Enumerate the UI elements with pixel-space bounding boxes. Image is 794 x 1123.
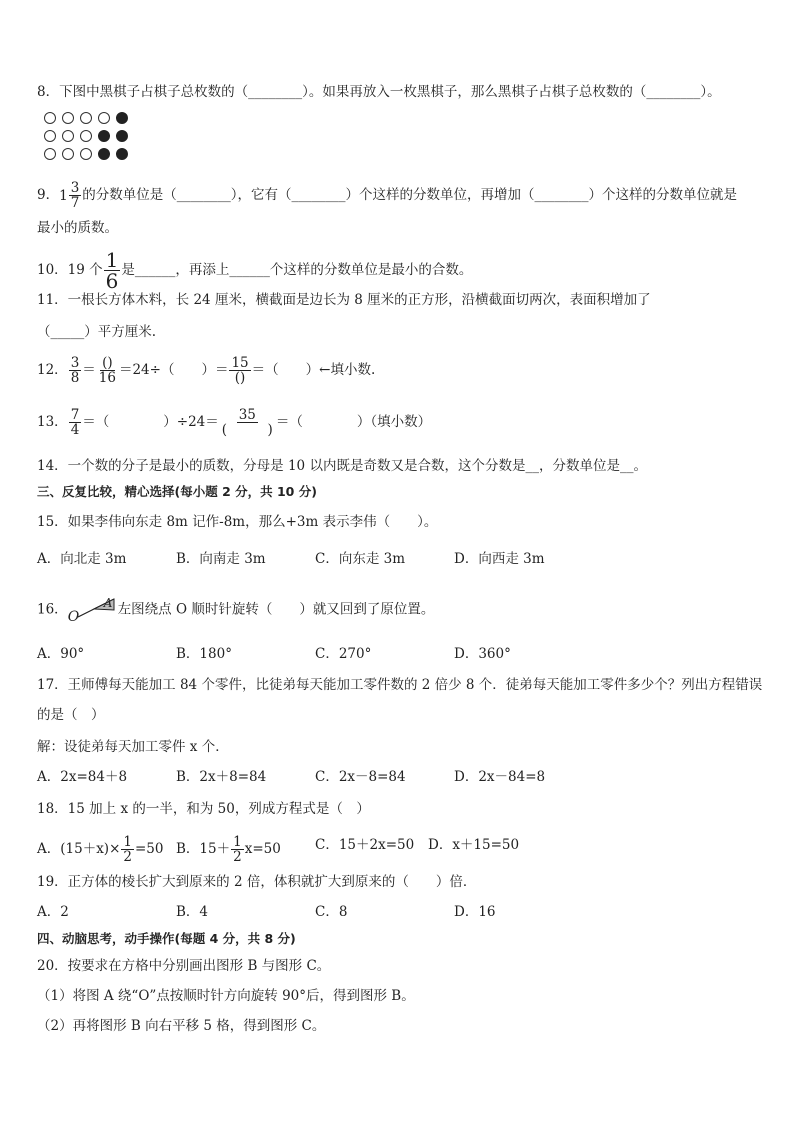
section-4-heading: 四、动脑思考，动手操作(每题 4 分，共 8 分) <box>37 931 296 946</box>
q9-number: 9． <box>37 187 60 203</box>
q19-option-a[interactable]: A．2 <box>37 904 69 920</box>
white-chess-piece <box>80 130 92 142</box>
q9-whole: 1 <box>59 187 68 204</box>
q18-option-a[interactable] <box>37 835 163 864</box>
half-fraction-b <box>231 835 244 864</box>
white-chess-piece <box>98 112 110 124</box>
q18-option-d[interactable]: D．x＋15=50 <box>428 837 520 853</box>
q19-option-b[interactable]: B．4 <box>176 904 209 920</box>
q12-number: 12． <box>37 362 68 378</box>
q9-line1 <box>37 181 737 210</box>
q12-tail: ＝（ ）←填小数. <box>251 362 376 378</box>
rotation-figure <box>68 597 118 623</box>
black-chess-piece <box>116 148 128 160</box>
q17-line1: 17．王师傅每天能加工 84 个零件，比徒弟每天能加工零件数的 2 倍少 8 个．徒弟每天能加工零件多少个？列出方程错误 <box>37 677 763 693</box>
white-chess-piece <box>62 112 74 124</box>
q10-rest: 是______，再添上______个这样的分数单位是最小的合数。 <box>121 262 473 278</box>
white-chess-piece <box>44 130 56 142</box>
q16-number: 16． <box>37 601 68 618</box>
q10-fraction <box>104 250 121 291</box>
white-chess-piece <box>62 130 74 142</box>
q13-frac2-num: 35 <box>238 407 256 423</box>
q12-frac3 <box>229 356 250 385</box>
white-chess-piece <box>44 148 56 160</box>
q17-option-a[interactable]: A．2x=84＋8 <box>37 769 128 785</box>
q12-frac2-den: 16 <box>98 370 116 386</box>
q12-frac1-den: 8 <box>70 370 80 386</box>
q9-numerator: 3 <box>70 180 80 196</box>
q9-rest: 的分数单位是（________），它有（________）个这样的分数单位，再增加（________）个这样的分数单位就是 <box>82 187 738 203</box>
q20-step2: （2）再将图形 B 向右平移 5 格，得到图形 C。 <box>37 1018 326 1034</box>
q13-frac1 <box>69 408 82 437</box>
q12-frac1 <box>69 356 82 385</box>
q17-line3: 解：设徒弟每天加工零件 x 个． <box>37 739 229 755</box>
white-chess-piece <box>80 112 92 124</box>
q15-option-b[interactable]: B．向南走 3m <box>176 551 266 567</box>
black-chess-piece <box>98 130 110 142</box>
black-chess-piece <box>116 130 128 142</box>
section-3-heading: 三、反复比较，精心选择(每小题 2 分，共 10 分) <box>37 484 317 499</box>
q15-option-a[interactable]: A．向北走 3m <box>37 551 127 567</box>
q17-option-d[interactable]: D．2x－84=8 <box>454 769 546 785</box>
half-b-num: 1 <box>233 834 242 850</box>
q17-option-c[interactable]: C．2x－8=84 <box>315 769 406 785</box>
q15-option-c[interactable]: C．向东走 3m <box>315 551 406 567</box>
q18-option-a-prefix: A．(15＋x)× <box>37 841 121 857</box>
q16-option-c[interactable]: C．270° <box>315 646 372 662</box>
q16-option-b[interactable]: B．180° <box>176 646 232 662</box>
q9-mixed-number <box>59 181 82 210</box>
half-b-den: 2 <box>233 849 242 865</box>
q16-option-a[interactable]: A．90° <box>37 646 85 662</box>
q18-stem: 18．15 加上 x 的一半，和为 50，列成方程式是（ ） <box>37 801 370 817</box>
q13-frac2 <box>220 408 275 437</box>
q10-numerator: 1 <box>105 248 119 272</box>
q18-option-a-suffix: =50 <box>134 841 164 857</box>
q18-option-b-suffix: x=50 <box>244 841 281 857</box>
q13-frac1-den: 4 <box>70 422 80 438</box>
q20-stem: 20．按要求在方格中分别画出图形 B 与图形 C。 <box>37 958 331 974</box>
q12-frac1-num: 3 <box>70 355 80 371</box>
q11-line1: 11．一根长方体木料，长 24 厘米，横截面是边长为 8 厘米的正方形，沿横截面切两次，表面积增加了 <box>37 292 651 308</box>
q13-middle: ＝（ ）÷24＝ <box>82 414 219 430</box>
q10-denominator: 6 <box>105 269 119 293</box>
q10-prefix: 10．19 个 <box>37 262 103 278</box>
white-chess-piece <box>80 148 92 160</box>
q10-line <box>37 250 472 291</box>
q8-text: 8．下图中黑棋子占棋子总枚数的（________）。如果再放入一枚黑棋子，那么黑棋子占棋子总枚数的（________）。 <box>37 84 721 100</box>
q12-line <box>37 356 375 385</box>
black-chess-piece <box>98 148 110 160</box>
q18-option-b-prefix: B．15＋ <box>176 841 231 857</box>
q13-frac2-den: ( ) <box>221 422 273 438</box>
q19-option-d[interactable]: D．16 <box>454 904 496 920</box>
q13-frac1-num: 7 <box>70 407 80 423</box>
q16-stem: 左图绕点 O 顺时针旋转（ ）就又回到了原位置。 <box>117 601 435 618</box>
q12-frac3-num: 15 <box>231 355 249 371</box>
half-a-num: 1 <box>123 834 132 850</box>
q18-option-b[interactable] <box>176 835 281 864</box>
q11-line2: （_____）平方厘米. <box>37 324 157 340</box>
q17-option-b[interactable]: B．2x＋8=84 <box>176 769 267 785</box>
q13-line <box>37 408 431 437</box>
point-o-label: O <box>67 609 80 625</box>
q12-frac2 <box>97 356 118 385</box>
q17-line2: 的是（ ） <box>37 707 105 723</box>
point-a-label: A <box>103 596 113 610</box>
q12-frac3-den: () <box>234 370 246 386</box>
q16-line <box>37 597 434 623</box>
q14-text: 14．一个数的分子是最小的质数，分母是 10 以内既是奇数又是合数，这个分数是__，分数单位是__。 <box>37 458 647 474</box>
q20-step1: （1）将图 A 绕“O”点按顺时针方向旋转 90°后，得到图形 B。 <box>37 988 415 1004</box>
q19-stem: 19．正方体的棱长扩大到原来的 2 倍，体积就扩大到原来的（ ）倍． <box>37 874 477 890</box>
half-fraction-a <box>121 835 134 864</box>
white-chess-piece <box>44 112 56 124</box>
q19-option-c[interactable]: C．8 <box>315 904 348 920</box>
q9-fraction <box>69 181 82 210</box>
q16-option-d[interactable]: D．360° <box>454 646 511 662</box>
q9-denominator: 7 <box>70 195 80 211</box>
white-chess-piece <box>62 148 74 160</box>
q18-option-c[interactable]: C．15＋2x=50 <box>315 837 415 853</box>
q15-option-d[interactable]: D．向西走 3m <box>454 551 545 567</box>
black-chess-piece <box>116 112 128 124</box>
q9-line2: 最小的质数。 <box>37 220 118 236</box>
q15-stem: 15．如果李伟向东走 8m 记作-8m，那么+3m 表示李伟（ ）。 <box>37 514 438 530</box>
half-a-den: 2 <box>123 849 132 865</box>
q12-equals: ＝ <box>82 362 96 378</box>
q13-tail: ＝（ ）（填小数） <box>275 414 432 430</box>
q13-number: 13． <box>37 414 68 430</box>
q12-middle: ＝24÷（ ）＝ <box>118 362 229 378</box>
q12-frac2-num: () <box>102 355 113 371</box>
